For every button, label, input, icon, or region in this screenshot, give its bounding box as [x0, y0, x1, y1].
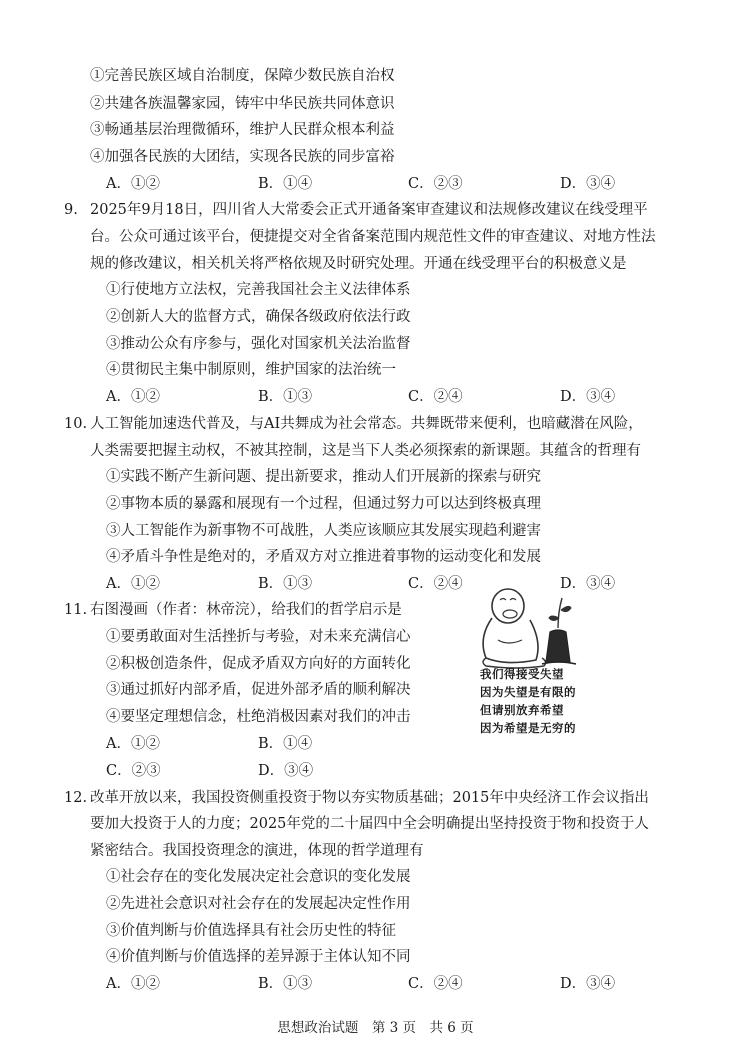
q12-option-c: C．②④ — [408, 976, 463, 992]
q11-option-b: B．①④ — [258, 736, 313, 752]
q11-option-a: A．①② — [106, 736, 160, 752]
q11-item-2: ②积极创造条件，促成矛盾双方向好的方面转化 — [106, 656, 411, 672]
q11-item-1: ①要勇敢面对生活挫折与考验，对未来充满信心 — [106, 629, 411, 645]
q9-item-1: ①行使地方立法权，完善我国社会主义法律体系 — [106, 282, 411, 298]
q10-item-2: ②事物本质的暴露和展现有一个过程，但通过努力可以达到终极真理 — [106, 496, 541, 512]
q10-number: 10. — [64, 416, 88, 432]
q12-item-3: ③价值判断与价值选择具有社会历史性的特征 — [106, 923, 396, 939]
q11-option-c: C．②③ — [106, 763, 161, 779]
q12-option-b: B．①③ — [258, 976, 313, 992]
q10-item-3: ③人工智能作为新事物不可战胜，人类应该顺应其发展实现趋利避害 — [106, 523, 541, 539]
cartoon-figure-body — [483, 618, 538, 663]
q8-option-a: A．①② — [106, 176, 160, 192]
q11-option-d: D．③④ — [258, 763, 314, 779]
q12-number: 12. — [64, 790, 88, 806]
q8-option-c: C．②③ — [408, 176, 463, 192]
q12-option-d: D．③④ — [560, 976, 616, 992]
q12-item-1: ①社会存在的变化发展决定社会意识的变化发展 — [106, 869, 411, 885]
q9-option-b: B．①③ — [258, 389, 313, 405]
q9-option-a: A．①② — [106, 389, 160, 405]
q10-option-c: C．②④ — [408, 576, 463, 592]
q9-stem-line-2: 台。公众可通过该平台，便捷提交对全省备案范围内规范性文件的审查建议、对地方性法 — [90, 229, 656, 245]
q10-stem-line-1: 人工智能加速迭代普及，与AI共舞成为社会常态。共舞既带来便利，也暗藏潜在风险， — [90, 416, 643, 432]
q12-option-a: A．①② — [106, 976, 160, 992]
q11-item-3: ③通过抓好内部矛盾，促进外部矛盾的顺利解决 — [106, 682, 411, 698]
q11-item-4: ④要坚定理想信念，杜绝消极因素对我们的冲击 — [106, 709, 411, 725]
q8-option-b: B．①④ — [258, 176, 313, 192]
cartoon-caption-line-4: 因为希望是无穷的 — [480, 721, 576, 735]
q9-item-4: ④贯彻民主集中制原则，维护国家的法治统一 — [106, 362, 396, 378]
cartoon-caption-line-1: 我们得接受失望 — [480, 667, 564, 681]
q9-item-2: ②创新人大的监督方式，确保各级政府依法行政 — [106, 309, 411, 325]
q9-item-3: ③推动公众有序参与，强化对国家机关法治监督 — [106, 336, 411, 352]
q8-item-2: ②共建各族温馨家园，铸牢中华民族共同体意识 — [90, 96, 395, 112]
q8-item-4: ④加强各民族的大团结，实现各民族的同步富裕 — [90, 149, 395, 165]
q9-option-d: D．③④ — [560, 389, 616, 405]
q10-stem-line-2: 人类需要把握主动权，不被其控制，这是当下人类必须探索的新课题。其蕴含的哲理有 — [90, 443, 641, 459]
q11-number: 11. — [64, 602, 88, 618]
q8-item-1: ①完善民族区域自治制度，保障少数民族自治权 — [90, 68, 395, 84]
q9-option-c: C．②④ — [408, 389, 463, 405]
q10-option-a: A．①② — [106, 576, 160, 592]
q10-option-b: B．①③ — [258, 576, 313, 592]
q12-stem-line-2: 要加大投资于人的力度；2025年党的二十届四中全会明确提出坚持投资于物和投资于人 — [90, 816, 649, 832]
q11-stem: 右图漫画（作者：林帝浣），给我们的哲学启示是 — [90, 602, 402, 618]
q9-number: 9. — [64, 202, 78, 218]
cartoon-caption-line-3: 但请别放弃希望 — [480, 703, 564, 717]
q12-item-2: ②先进社会意识对社会存在的发展起决定性作用 — [106, 896, 411, 912]
q9-stem-line-1: 2025年9月18日，四川省人大常委会正式开通备案审查建议和法规修改建议在线受理平 — [90, 202, 648, 218]
q12-item-4: ④价值判断与价值选择的差异源于主体认知不同 — [106, 949, 411, 965]
q9-stem-line-3: 规的修改建议，相关机关将严格依规及时研究处理。开通在线受理平台的积极意义是 — [90, 256, 627, 272]
q10-item-1: ①实践不断产生新问题、提出新要求，推动人们开展新的探索与研究 — [106, 469, 541, 485]
cartoon-sprout — [558, 598, 562, 628]
q8-option-d: D．③④ — [560, 176, 616, 192]
cartoon-caption-line-2: 因为失望是有限的 — [480, 685, 576, 699]
q10-item-4: ④矛盾斗争性是绝对的，矛盾双方对立推进着事物的运动变化和发展 — [106, 549, 541, 565]
cartoon-stump — [546, 630, 570, 662]
q8-item-3: ③畅通基层治理微循环，维护人民群众根本利益 — [90, 122, 395, 138]
q10-option-d: D．③④ — [560, 576, 616, 592]
page-footer: 思想政治试题 第 3 页 共 6 页 — [277, 1020, 474, 1036]
q12-stem-line-3: 紧密结合。我国投资理念的演进，体现的哲学道理有 — [90, 843, 424, 859]
q12-stem-line-1: 改革开放以来，我国投资侧重投资于物以夯实物质基础；2015年中央经济工作会议指出 — [90, 790, 649, 806]
